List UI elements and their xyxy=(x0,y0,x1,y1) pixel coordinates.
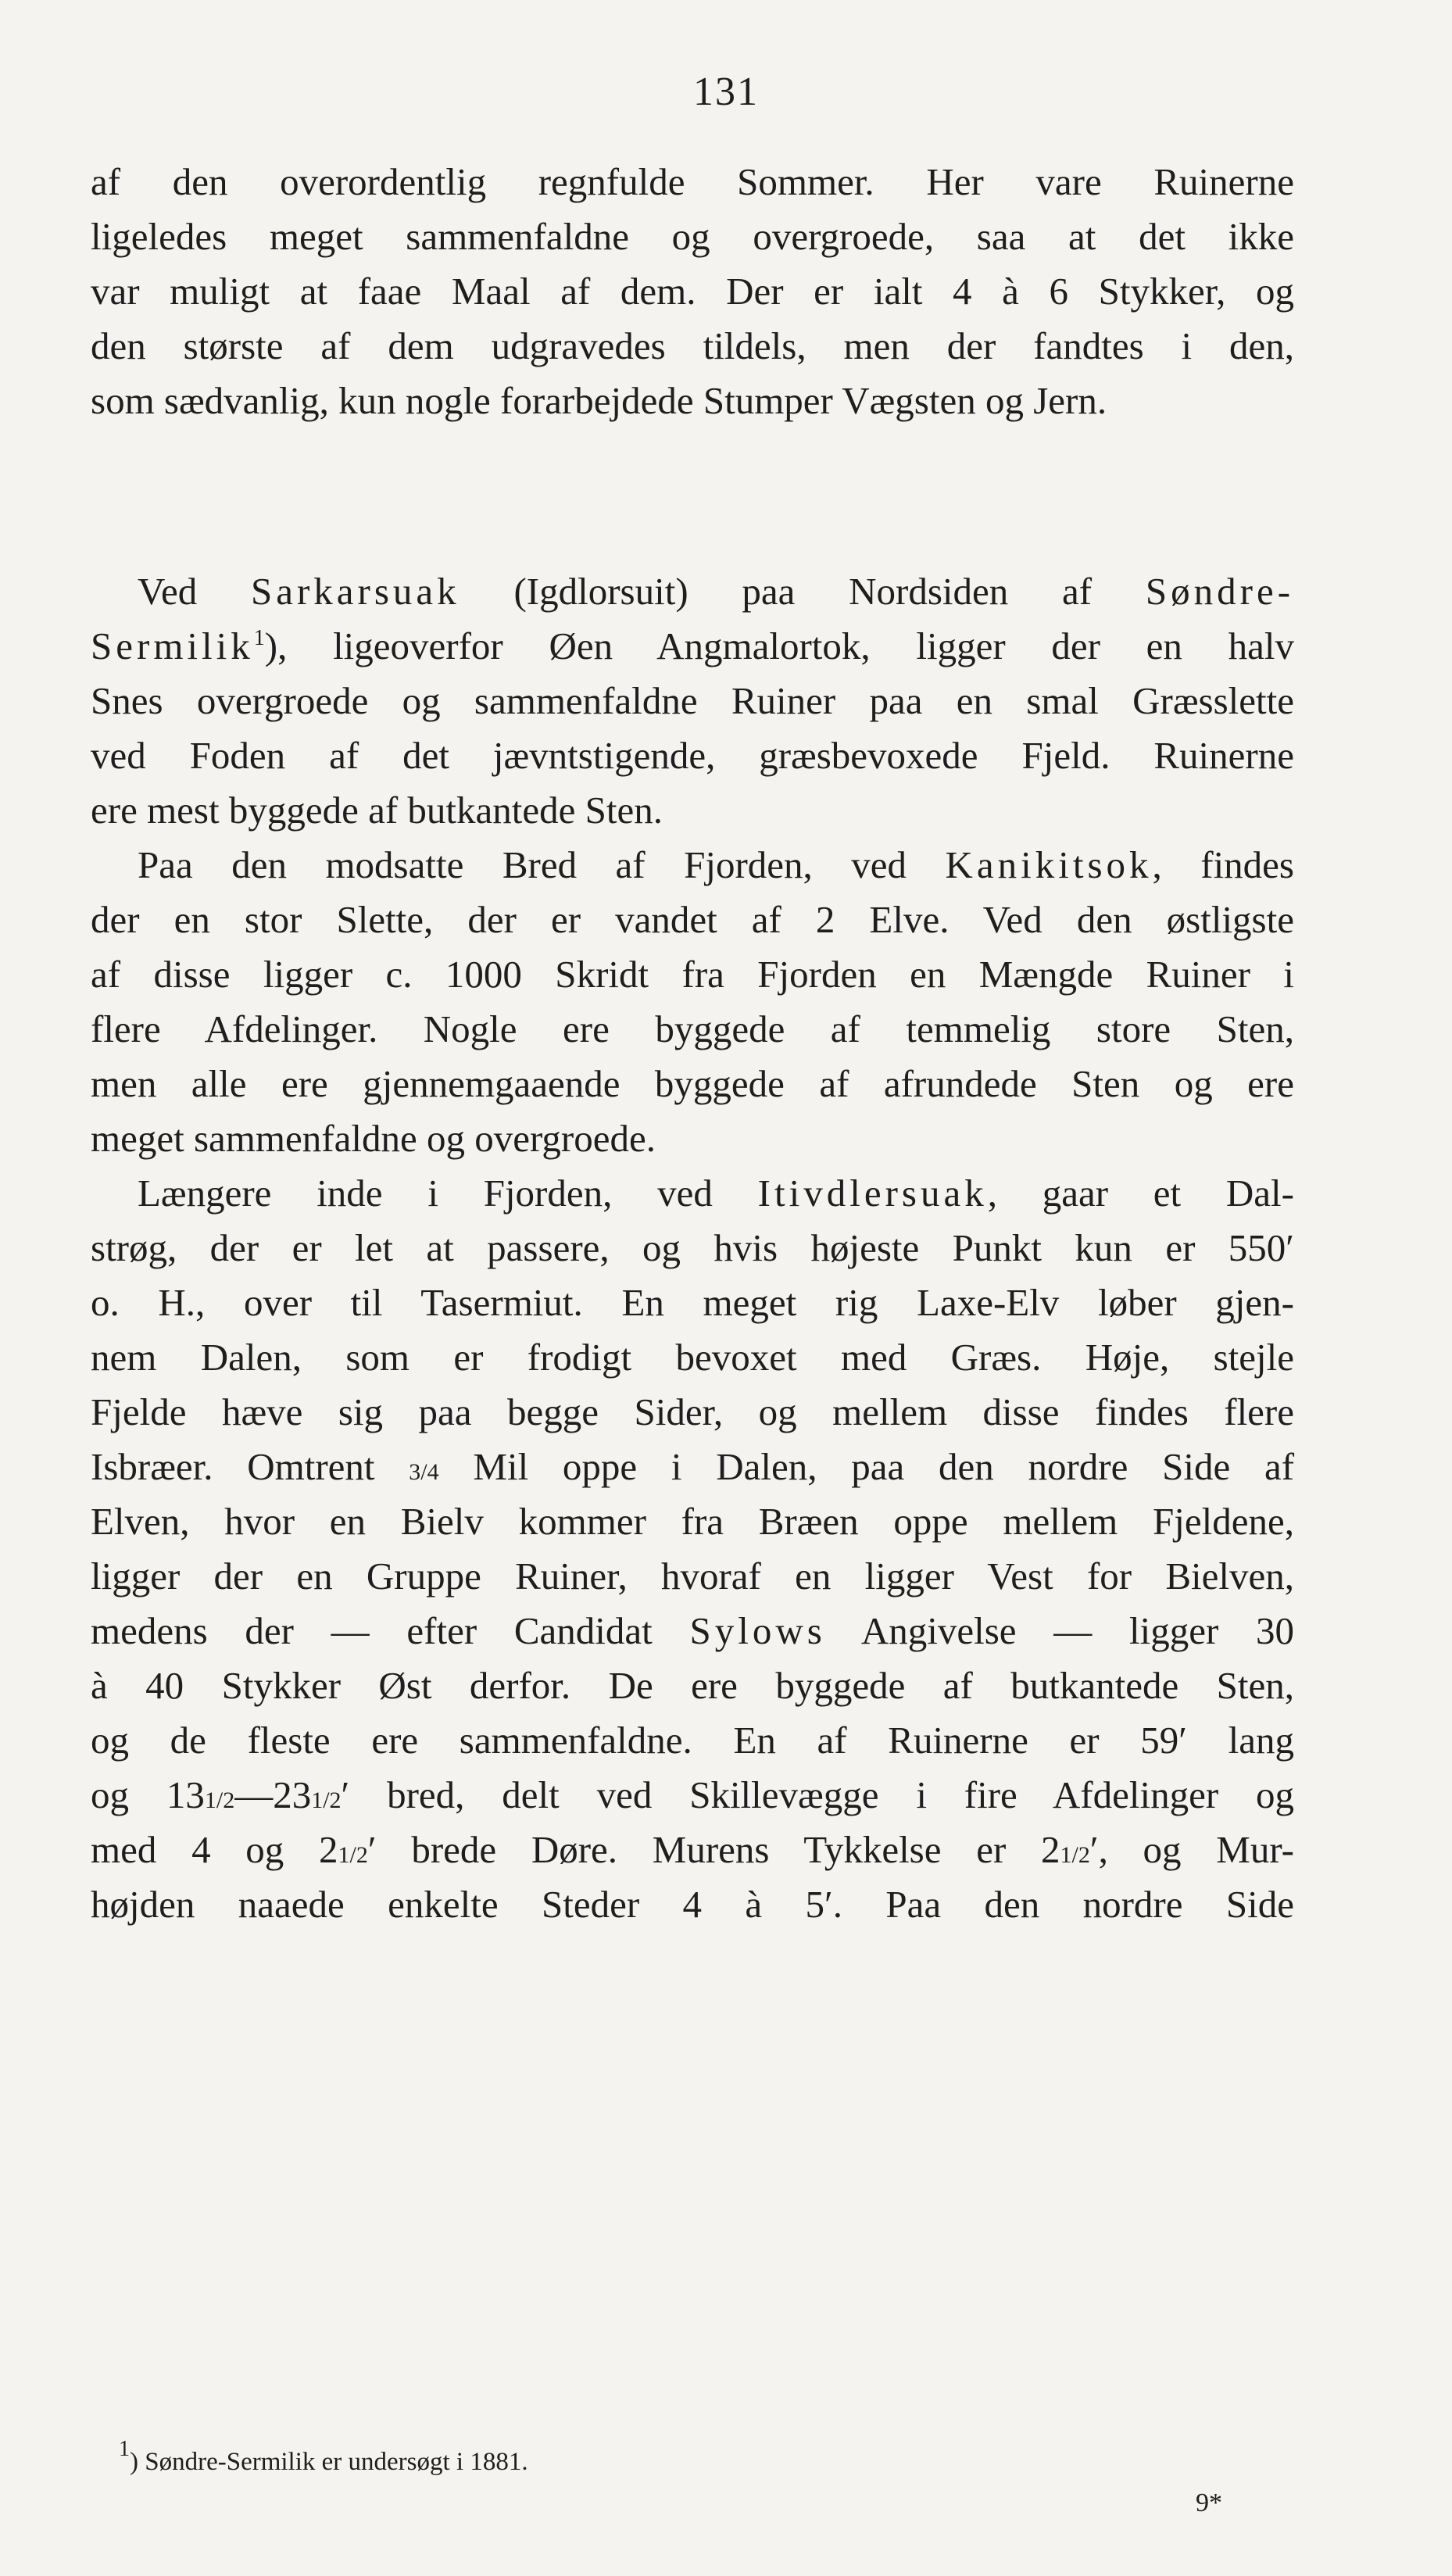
text-line: meget sammenfaldne og overgroede. xyxy=(91,1117,656,1160)
text-line: ved Foden af det jævntstigende, græsbevoxede Fjeld. Ruinerne xyxy=(91,734,1294,777)
text-run: Paa den modsatte Bred af Fjorden, ved xyxy=(138,843,907,886)
text-line: ligeledes meget sammenfaldne og overgroede, saa at det ikke xyxy=(91,215,1294,258)
text-line: af den overordentlig regnfulde Sommer. Her vare Ruinerne xyxy=(91,160,1294,203)
paragraph-2 xyxy=(91,564,1294,838)
text-run: ′, og Mur- xyxy=(1089,1828,1294,1871)
text-run: ′ bred, delt ved Skillevægge i fire Afdelinger og xyxy=(341,1773,1295,1816)
text-line xyxy=(91,1166,1294,1221)
text-line: ligger der en Gruppe Ruiner, hvoraf en ligger Vest for Bielven, xyxy=(91,1555,1294,1597)
footnote-mark: 1 xyxy=(119,2437,130,2461)
text-line: Elven, hvor en Bielv kommer fra Bræen oppe mellem Fjeldene, xyxy=(91,1500,1294,1543)
text-line: af disse ligger c. 1000 Skridt fra Fjorden en Mængde Ruiner i xyxy=(91,953,1294,996)
text-run: medens der — efter Candidat xyxy=(91,1609,653,1652)
text-line xyxy=(91,838,1294,893)
place-name: Itivdlersuak xyxy=(757,1172,988,1215)
text-run: ), ligeoverfor Øen Angmalortok, ligger der en halv xyxy=(264,624,1294,667)
page-number: 131 xyxy=(693,70,759,114)
text-line: den største af dem udgravedes tildels, men der fandtes i den, xyxy=(91,324,1294,367)
footnote-text: ) Søndre-Sermilik er undersøgt i 1881. xyxy=(130,2448,528,2476)
text-run: Længere inde i Fjorden, ved xyxy=(138,1172,713,1215)
text-line: strøg, der er let at passere, og hvis højeste Punkt kun er 550′ xyxy=(91,1226,1294,1269)
text-line: der en stor Slette, der er vandet af 2 Elve. Ved den østligste xyxy=(91,898,1294,941)
footnote xyxy=(119,2437,528,2481)
fraction: 1/2 xyxy=(1060,1842,1090,1868)
footnote-ref: 1 xyxy=(253,626,265,650)
text-run: og 13 xyxy=(91,1773,205,1816)
text-run: Angivelse — ligger 30 xyxy=(860,1609,1295,1652)
person-name: Sylows xyxy=(689,1609,826,1652)
text-line: Fjelde hæve sig paa begge Sider, og mellem disse findes flere xyxy=(91,1390,1294,1433)
text-line xyxy=(91,1604,1294,1658)
text-line: ere mest byggede af butkantede Sten. xyxy=(91,789,663,832)
text-line: højden naaede enkelte Steder 4 à 5′. Paa den nordre Side xyxy=(91,1883,1294,1926)
text-run: (Igdlorsuit) paa Nordsiden af xyxy=(513,570,1093,613)
paragraph-3 xyxy=(91,838,1294,1166)
text-run: med 4 og 2 xyxy=(91,1828,338,1871)
text-line: à 40 Stykker Øst derfor. De ere byggede af butkantede Sten, xyxy=(91,1664,1294,1707)
text-line: o. H., over til Tasermiut. En meget rig Laxe-Elv løber gjen- xyxy=(91,1281,1294,1324)
text-run: ′ brede Døre. Murens Tykkelse er 2 xyxy=(367,1828,1060,1871)
fraction: 1/2 xyxy=(204,1787,235,1813)
text-line xyxy=(91,1440,1294,1494)
text-run: —23 xyxy=(234,1773,312,1816)
fraction: 1/2 xyxy=(338,1842,368,1868)
text-line: flere Afdelinger. Nogle ere byggede af temmelig store Sten, xyxy=(91,1007,1294,1050)
place-name: Søndre- xyxy=(1145,570,1295,613)
text-run: Mil oppe i Dalen, paa den nordre Side af xyxy=(473,1445,1295,1488)
fraction: 3/4 xyxy=(409,1459,439,1485)
fraction: 1/2 xyxy=(311,1787,342,1813)
paragraph-4 xyxy=(91,1166,1294,1932)
text-line: Snes overgroede og sammenfaldne Ruiner paa en smal Græsslette xyxy=(91,679,1294,722)
text-line: som sædvanlig, kun nogle forarbejdede Stumper Vægsten og Jern. xyxy=(91,379,1107,422)
text-run: Isbræer. Omtrent xyxy=(91,1445,375,1488)
paragraph-1 xyxy=(91,155,1294,428)
place-name: Sarkarsuak xyxy=(250,570,460,613)
text-line: nem Dalen, som er frodigt bevoxet med Græs. Høje, stejle xyxy=(91,1336,1294,1379)
text-line xyxy=(91,1823,1294,1877)
text-line: var muligt at faae Maal af dem. Der er ialt 4 à 6 Stykker, og xyxy=(91,270,1294,313)
text-line xyxy=(91,619,1294,674)
text-line: men alle ere gjennemgaaende byggede af afrundede Sten og ere xyxy=(91,1062,1294,1105)
place-name: Sermilik xyxy=(91,624,254,667)
place-name: Kanikitsok xyxy=(945,843,1153,886)
text-line xyxy=(91,1768,1294,1823)
text-line xyxy=(91,564,1294,619)
text-line: og de fleste ere sammenfaldne. En af Ruinerne er 59′ lang xyxy=(91,1719,1294,1762)
text-run: , findes xyxy=(1152,843,1295,886)
signature-mark: 9* xyxy=(1196,2488,1222,2517)
text-run: , gaar et Dal- xyxy=(987,1172,1294,1215)
text-run: Ved xyxy=(138,570,198,613)
